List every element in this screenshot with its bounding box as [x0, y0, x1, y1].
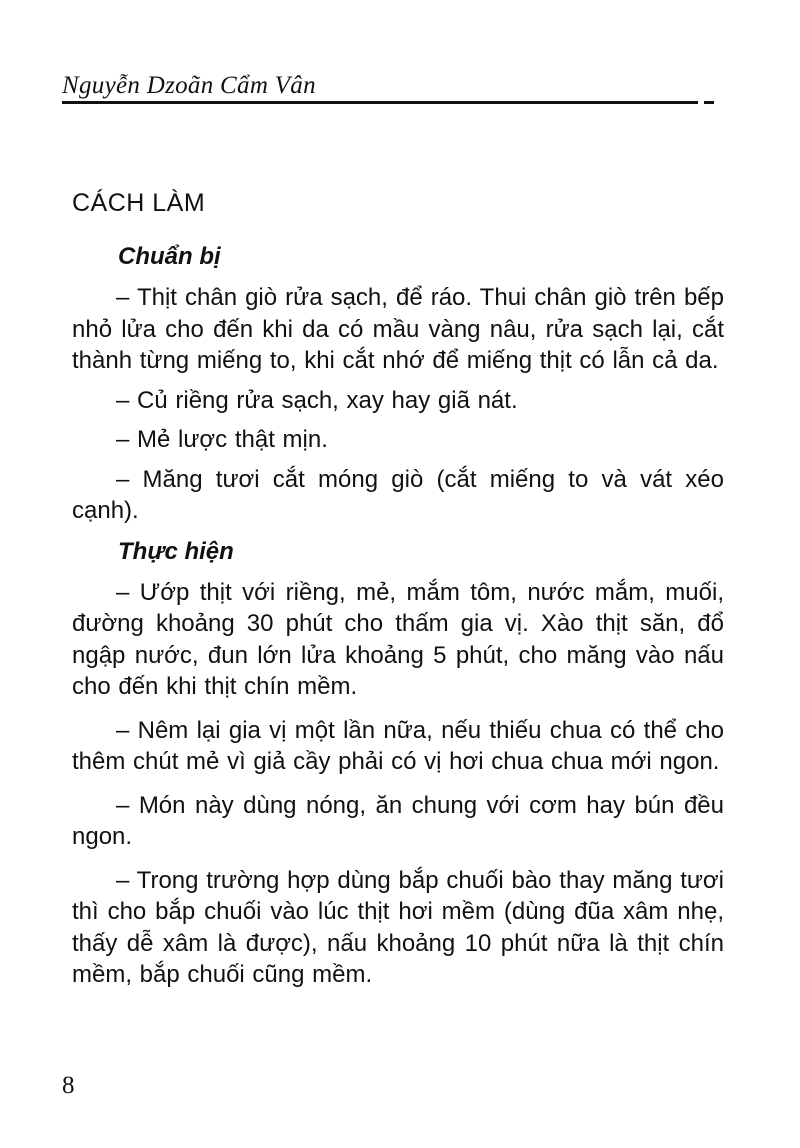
- method-paragraph: – Món này dùng nóng, ăn chung với cơm hay bún đều ngon.: [72, 791, 724, 850]
- method-paragraph: – Trong trường hợp dùng bắp chuối bào thay măng tươi thì cho bắp chuối vào lúc thịt hơi mềm (dùng đũa xâm nhẹ, thấy dễ xâm là được), nấu khoảng 10 phút nữa là thịt chín mềm, bắp chuối cũng mềm.: [72, 866, 724, 988]
- page-number: 8: [62, 1072, 75, 1099]
- prep-paragraph: – Măng tươi cắt móng giò (cắt miếng to và vát xéo cạnh).: [72, 465, 724, 524]
- page-content: [72, 186, 724, 1003]
- running-header-author: Nguyễn Dzoãn Cẩm Vân: [62, 72, 316, 99]
- prep-heading: Chuẩn bị: [118, 243, 221, 270]
- method-paragraph: – Nêm lại gia vị một lần nữa, nếu thiếu chua có thể cho thêm chút mẻ vì giả cầy phải có vị hơi chua chua mới ngon.: [72, 716, 724, 775]
- method-heading: Thực hiện: [118, 537, 234, 565]
- prep-paragraph: – Mẻ lược thật mịn.: [116, 426, 328, 453]
- prep-paragraph: – Củ riềng rửa sạch, xay hay giã nát.: [116, 386, 518, 414]
- method-paragraph: – Ướp thịt với riềng, mẻ, mắm tôm, nước mắm, muối, đường khoảng 30 phút cho thấm gia vị. Xào thịt săn, đổ ngập nước, đun lớn lửa khoảng 5 phút, cho măng vào nấu cho đến khi thịt chín mềm.: [72, 578, 724, 700]
- section-title: CÁCH LÀM: [72, 189, 206, 217]
- header-rule-tail: [704, 101, 714, 104]
- prep-paragraph: – Thịt chân giò rửa sạch, để ráo. Thui chân giò trên bếp nhỏ lửa cho đến khi da có mầu vàng nâu, rửa sạch lại, cắt thành từng miếng to, khi cắt nhớ để miếng thịt có lẫn cả da.: [72, 284, 724, 374]
- header-rule: [62, 101, 698, 104]
